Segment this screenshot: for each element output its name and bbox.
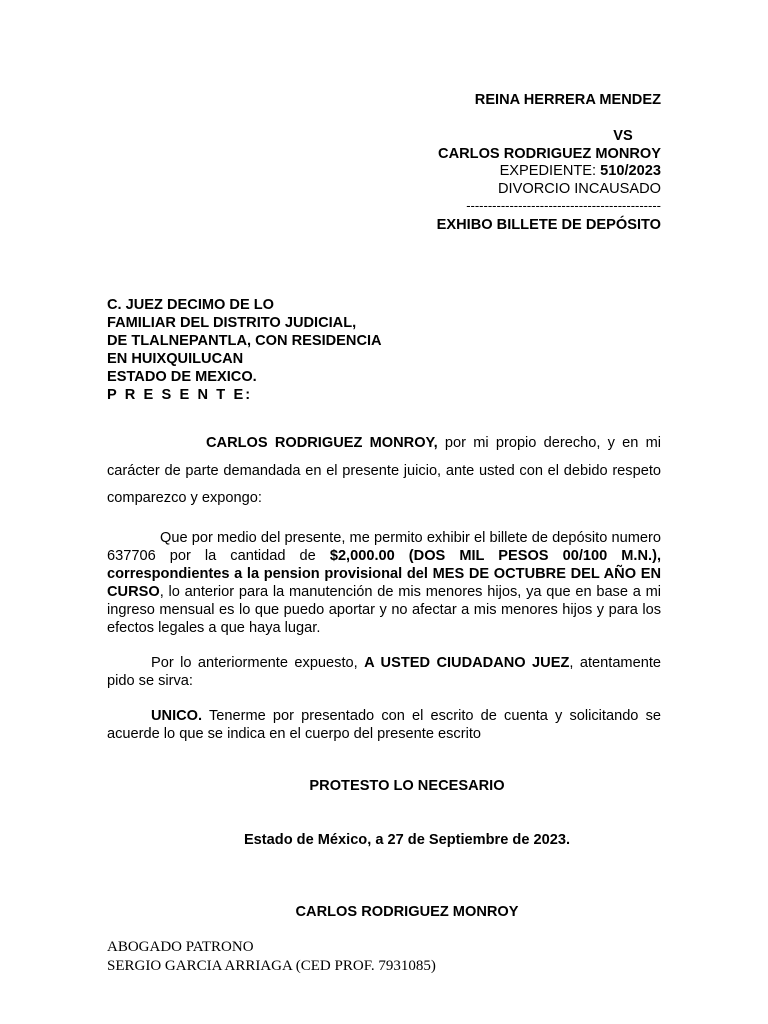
attorney-label: ABOGADO PATRONO: [107, 939, 254, 955]
intro-text: por mi propio derecho, y en mi carácter de parte demandada en el presente juicio, ante usted con el debido respeto comparezco y expongo:: [107, 435, 661, 506]
deposit-text-end: , lo anterior para la manutención de mis menores hijos, ya que en base a mi ingreso mensual es lo que puedo aportar y no afectar a mis menores hijos y para los efectos legales a que haya lugar.: [107, 584, 661, 636]
appearing-party: CARLOS RODRIGUEZ MONROY,: [206, 435, 438, 451]
plaintiff-name: REINA HERRERA MENDEZ: [474, 92, 661, 108]
presente-label: P R E S E N T E:: [107, 387, 253, 403]
signer-name: CARLOS RODRIGUEZ MONROY: [295, 904, 519, 920]
addressee-block: [107, 296, 382, 404]
addressee-line: EN HUIXQUILUCAN: [107, 351, 244, 367]
judge-address: A USTED CIUDADANO JUEZ: [364, 655, 570, 671]
document-subject: EXHIBO BILLETE DE DEPÓSITO: [436, 217, 661, 233]
vs-label: VS: [613, 128, 633, 144]
request-text-start: Por lo anteriormente expuesto,: [151, 655, 365, 671]
intro-paragraph: [107, 430, 661, 513]
place-and-date: Estado de México, a 27 de Septiembre de 2023.: [243, 832, 571, 848]
case-type: DIVORCIO INCAUSADO: [498, 181, 661, 197]
expediente: [500, 162, 661, 180]
defendant-name: CARLOS RODRIGUEZ MONROY: [438, 146, 661, 162]
deposit-amount: $2,000.00 (DOS MIL PESOS 00/100 M.N.), correspondientes a la pension provisional del MES DE OCTUBRE DEL AÑO EN CURSO: [107, 548, 661, 600]
expediente-number: 510/2023: [600, 163, 661, 179]
petition-paragraph: [107, 707, 661, 743]
addressee-line: ESTADO DE MEXICO.: [107, 369, 257, 385]
expediente-label: EXPEDIENTE:: [499, 163, 601, 179]
addressee-line: C. JUEZ DECIMO DE LO: [107, 297, 275, 313]
addressee-line: FAMILIAR DEL DISTRITO JUDICIAL,: [107, 315, 357, 331]
deposit-paragraph: [107, 529, 661, 637]
protesto-line: PROTESTO LO NECESARIO: [309, 778, 505, 794]
separator-line: ---------------------------------------------: [466, 198, 661, 213]
addressee-line: DE TLALNEPANTLA, CON RESIDENCIA: [107, 333, 382, 349]
request-text-end: , atentamente pido se sirva:: [107, 655, 661, 689]
request-paragraph: [107, 654, 661, 690]
petition-label: UNICO.: [151, 708, 203, 724]
petition-text: Tenerme por presentado con el escrito de cuenta y solicitando se acuerde lo que se indica en el cuerpo del presente escrito: [107, 708, 661, 742]
attorney-name: SERGIO GARCIA ARRIAGA (CED PROF. 7931085): [107, 958, 436, 974]
deposit-text-start: Que por medio del presente, me permito exhibir el billete de depósito numero 637706 por la cantidad de: [107, 530, 661, 564]
